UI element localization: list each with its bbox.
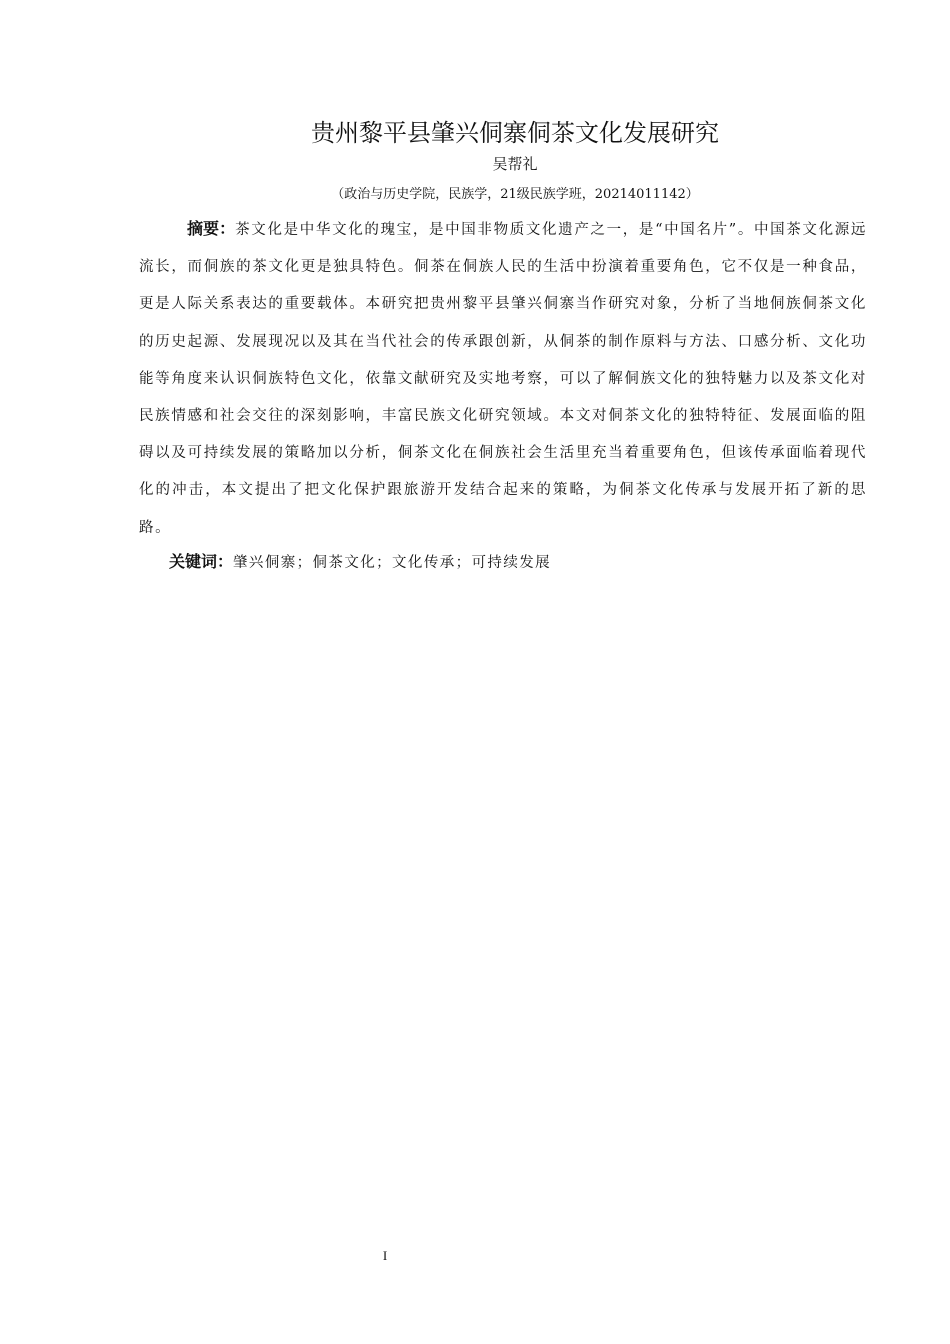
abstract-text: 茶文化是中华文化的瑰宝，是中国非物质文化遗产之一，是“中国名片”。中国茶文化源远流长，而侗族的茶文化更是独具特色。侗茶在侗族人民的生活中扮演着重要角色，它不仅是一种食品，更是人际关系表达的重要载体。本研究把贵州黎平县肇兴侗寨当作研究对象，分析了当地侗族侗茶文化的历史起源、发展现况以及其在当代社会的传承跟创新，从侗茶的制作原料与方法、口感分析、文化功能等角度来认识侗族特色文化，依靠文献研究及实地考察，可以了解侗族文化的独特魅力以及茶文化对民族情感和社会交往的深刻影响，丰富民族文化研究领域。本文对侗茶文化的独特特征、发展面临的阻碍以及可持续发展的策略加以分析，侗茶文化在侗族社会生活里充当着重要角色，但该传承面临着现代化的冲击，本文提出了把文化保护跟旅游开发结合起来的策略，为侗茶文化传承与发展开拓了新的思路。 [139,222,867,536]
page-number: I [382,1248,388,1263]
keywords-text: 肇兴侗寨；侗茶文化；文化传承；可持续发展 [233,555,552,571]
paper-title: 贵州黎平县肇兴侗寨侗茶文化发展研究 [311,119,719,147]
keywords-paragraph [139,546,867,579]
abstract-paragraph [139,210,867,547]
abstract-label: 摘要： [187,219,236,238]
author-name: 吴帮礼 [492,155,538,173]
keywords-label: 关键词： [169,552,234,571]
author-affiliation: （政治与历史学院，民族学，21级民族学班，20214011142） [331,187,699,202]
